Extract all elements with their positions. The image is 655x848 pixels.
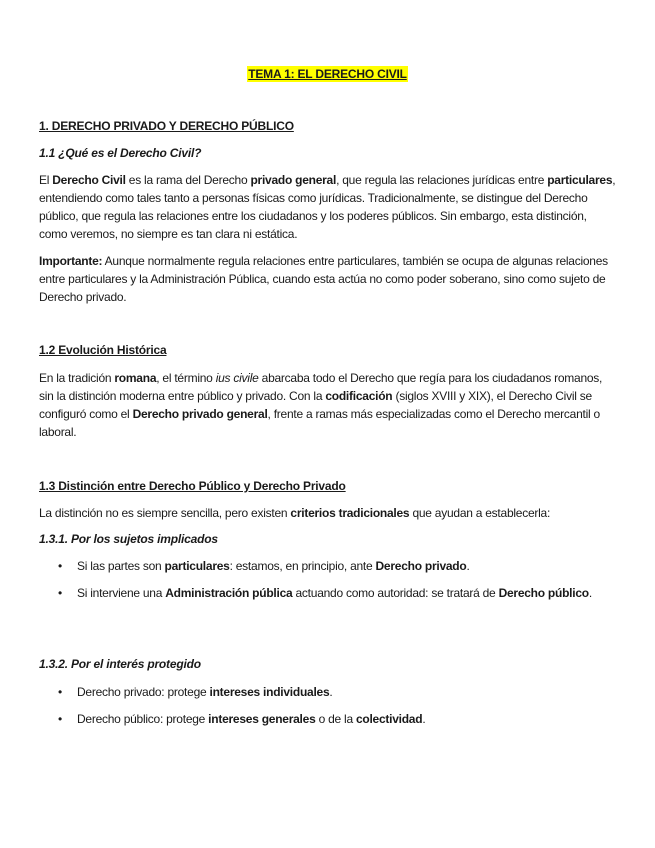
text-run: es la rama del Derecho <box>125 173 251 187</box>
subsection-1-3-2-heading: 1.3.2. Por el interés protegido <box>39 657 201 671</box>
text-run: (siglos XVIII y XIX), el Derecho Civil se configuró como el <box>39 389 592 421</box>
section-1-heading: 1. DERECHO PRIVADO Y DERECHO PÚBLICO <box>39 119 294 133</box>
text-run: Aunque normalmente regula relaciones entre particulares, también se ocupa de algunas relaciones entre particulares y la Administración Pública, cuando esta actúa no como poder soberano, sino como sujeto de Derecho privado. <box>39 254 608 304</box>
list-item <box>39 710 617 728</box>
paragraph-1-1-b <box>39 252 617 306</box>
text-run: . <box>466 559 470 573</box>
list-1-3-2 <box>39 683 617 728</box>
subsection-1-3-heading: 1.3 Distinción entre Derecho Público y Derecho Privado <box>39 479 346 493</box>
text-run: La distinción no es siempre sencilla, pero existen <box>39 506 291 520</box>
text-run: o de la <box>315 712 356 726</box>
bold-text: colectividad <box>355 712 423 726</box>
bold-text: criterios tradicionales <box>290 506 410 520</box>
list-item <box>39 557 617 575</box>
italic-text: ius civile <box>215 371 259 385</box>
text-run: Derecho público: protege <box>77 712 209 726</box>
bold-text: Derecho privado <box>375 559 467 573</box>
bold-text: Derecho público <box>498 586 589 600</box>
list-item <box>39 584 617 602</box>
subsection-1-1-heading: 1.1 ¿Qué es el Derecho Civil? <box>39 146 202 160</box>
paragraph-1-3 <box>39 504 617 522</box>
text-run: , el término <box>156 371 216 385</box>
text-run: , que regula las relaciones jurídicas entre <box>336 173 548 187</box>
subsection-1-2-heading: 1.2 Evolución Histórica <box>39 343 167 357</box>
text-run: En la tradición <box>39 371 115 385</box>
list-item <box>39 683 617 701</box>
bold-text: particulares <box>547 173 613 187</box>
bold-text: privado general <box>250 173 337 187</box>
text-run: El <box>39 173 53 187</box>
text-run: . <box>588 586 592 600</box>
text-run: Derecho privado: protege <box>77 685 210 699</box>
text-run: actuando como autoridad: se tratará de <box>292 586 499 600</box>
text-run: : estamos, en principio, ante <box>229 559 376 573</box>
bold-text: Derecho Civil <box>52 173 126 187</box>
list-1-3-1 <box>39 557 617 602</box>
bold-text: Importante: <box>39 254 103 268</box>
text-run: Si interviene una <box>77 586 166 600</box>
paragraph-1-2 <box>39 369 617 441</box>
text-run: , frente a ramas más especializadas como el Derecho mercantil o laboral. <box>39 407 600 439</box>
bold-text: intereses individuales <box>209 685 330 699</box>
text-run: Si las partes son <box>77 559 165 573</box>
bold-text: intereses generales <box>208 712 316 726</box>
text-run: que ayudan a establecerla: <box>409 506 551 520</box>
text-run: . <box>422 712 426 726</box>
bold-text: particulares <box>164 559 230 573</box>
bold-text: codificación <box>325 389 393 403</box>
bold-text: Administración pública <box>165 586 293 600</box>
paragraph-1-1-a <box>39 171 617 243</box>
document-title: TEMA 1: EL DERECHO CIVIL <box>248 67 407 81</box>
bold-text: Derecho privado general <box>132 407 268 421</box>
bold-text: romana <box>114 371 157 385</box>
text-run: . <box>329 685 333 699</box>
text-run: , entendiendo como tales tanto a personas físicas como jurídicas. Tradicionalmente, se distingue del Derecho público, que regula las relaciones entre los ciudadanos y los poderes públicos. Sin embargo, esta distinción, como veremos, no siempre es tan clara ni estática. <box>39 173 616 241</box>
subsection-1-3-1-heading: 1.3.1. Por los sujetos implicados <box>39 532 218 546</box>
text-run: abarcaba todo el Derecho que regía para los ciudadanos romanos, sin la distinción moderna entre público y privado. Con la <box>39 371 603 403</box>
